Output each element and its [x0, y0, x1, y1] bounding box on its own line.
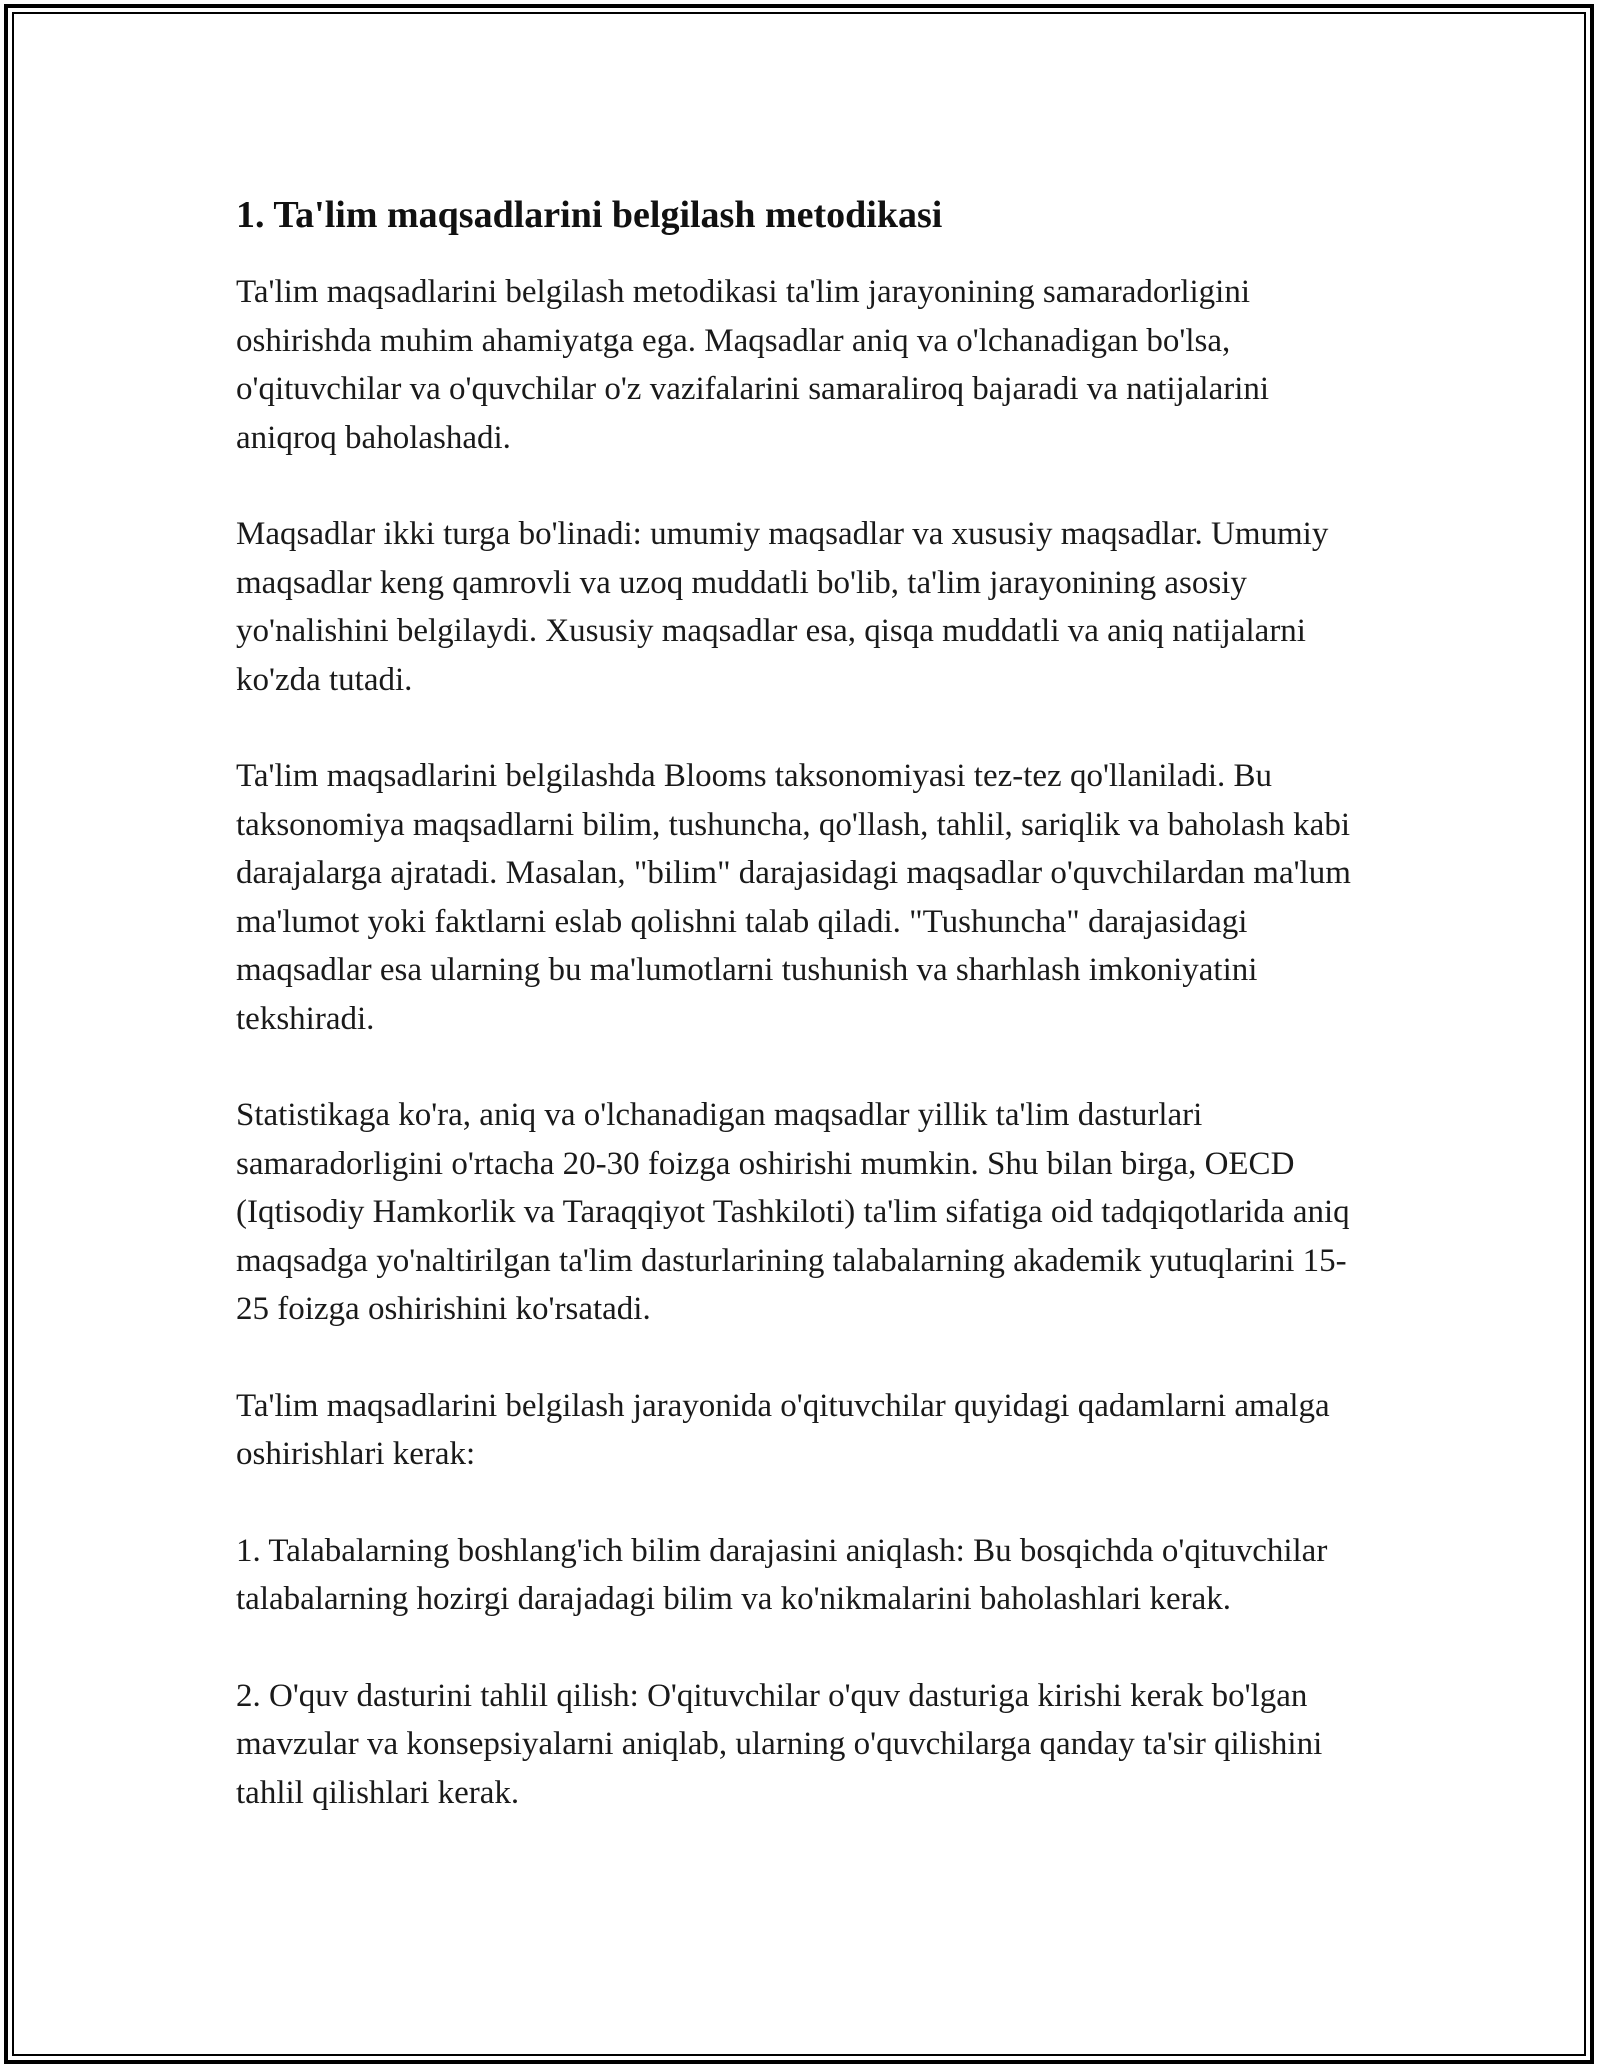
list-item-step-1: 1. Talabalarning boshlang'ich bilim darajasini aniqlash: Bu bosqichda o'qituvchilar talabalarning hozirgi darajadagi bilim va ko'nikmalarini baholashlari kerak. — [236, 1532, 1328, 1617]
paragraph-goal-types: Maqsadlar ikki turga bo'linadi: umumiy maqsadlar va xususiy maqsadlar. Umumiy maqsadlar keng qamrovli va uzoq muddatli bo'lib, ta'lim jarayonining asosiy yo'nalishini belgilaydi. Xususiy maqsadlar esa, qisqa muddatli va aniq natijalarni ko'zda tutadi. — [236, 516, 1329, 698]
paragraph-steps-intro: Ta'lim maqsadlarini belgilash jarayonida o'qituvchilar quyidagi qadamlarni amalga oshirishlari kerak: — [236, 1387, 1330, 1472]
paragraph-intro: Ta'lim maqsadlarini belgilash metodikasi ta'lim jarayonining samaradorligini oshirishda muhim ahamiyatga ega. Maqsadlar aniq va o'lchanadigan bo'lsa, o'qituvchilar va o'quvchilar o'z vazifalarini samaraliroq bajaradi va natijalarini aniqroq baholashadi. — [236, 274, 1270, 456]
paragraph-statistics: Statistikaga ko'ra, aniq va o'lchanadigan maqsadlar yillik ta'lim dasturlari samaradorligini o'rtacha 20-30 foizga oshirishi mumkin. Shu bilan birga, OECD (Iqtisodiy Hamkorlik va Taraqqiyot Tashkiloti) ta'lim sifatiga oid tadqiqotlarida aniq maqsadga yo'naltirilgan ta'lim dasturlarining talabalarning akademik yutuqlarini 15-25 foizga oshirishini ko'rsatadi. — [236, 1097, 1350, 1327]
paragraph-blooms-taxonomy: Ta'lim maqsadlarini belgilashda Blooms taksonomiyasi tez-tez qo'llaniladi. Bu taksonomiya maqsadlarni bilim, tushuncha, qo'llash, tahlil, sariqlik va baholash kabi darajalarga ajratadi. Masalan, "bilim" darajasidagi maqsadlar o'quvchilardan ma'lum ma'lumot yoki faktlarni eslab qolishni talab qiladi. "Tushuncha" darajasidagi maqsadlar esa ularning bu ma'lumotlarni tushunish va sharhlash imkoniyatini tekshiradi. — [236, 758, 1351, 1037]
list-item-step-2: 2. O'quv dasturini tahlil qilish: O'qituvchilar o'quv dasturiga kirishi kerak bo'lgan mavzular va konsepsiyalarni aniqlab, ularning o'quvchilarga qanday ta'sir qilishini tahlil qilishlari kerak. — [236, 1677, 1323, 1811]
document-body — [236, 188, 1376, 1865]
section-heading: 1. Ta'lim maqsadlarini belgilash metodikasi — [236, 194, 943, 236]
